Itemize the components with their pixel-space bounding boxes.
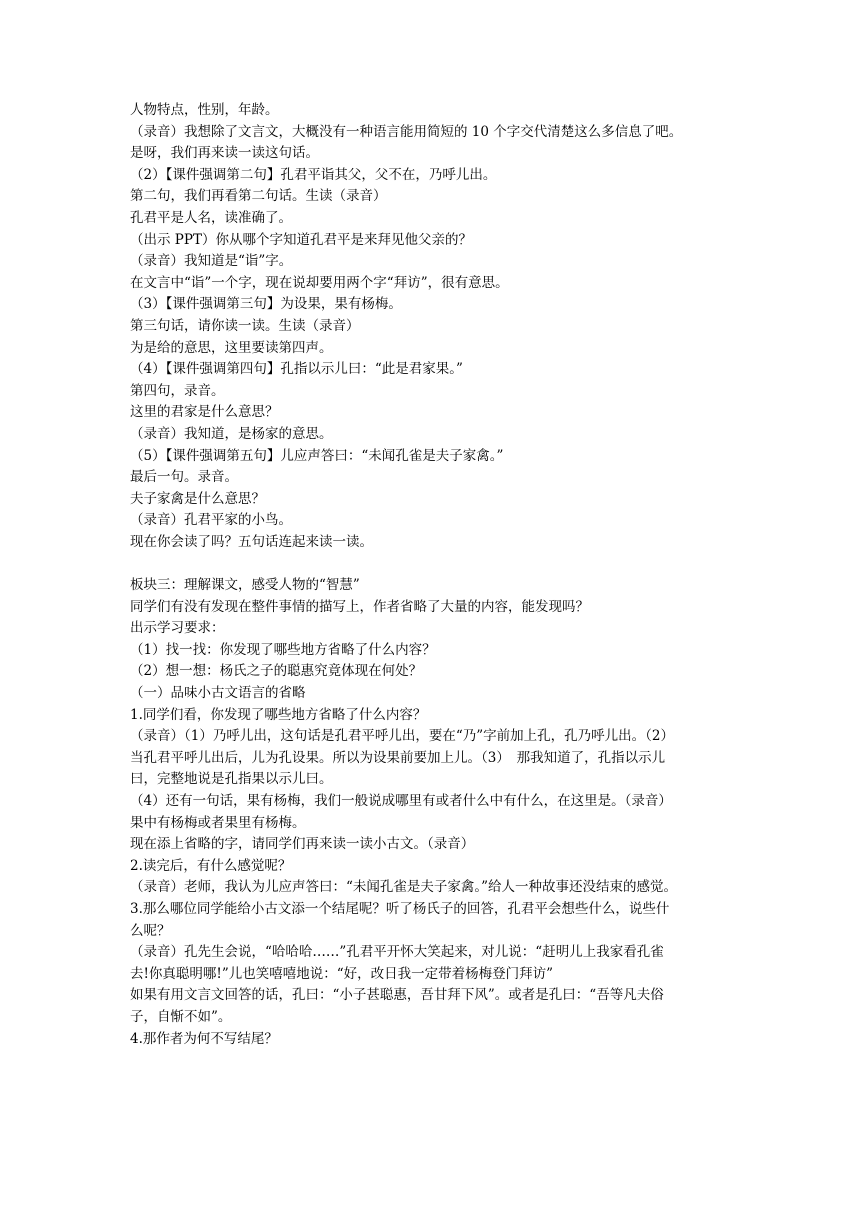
text-line: 当孔君平呼儿出后，儿为孔设果。所以为设果前要加上儿。（3） 那我知道了，孔指以示儿	[130, 749, 666, 766]
text-line: 4.那作者为何不写结尾？	[130, 1030, 278, 1047]
text-line: （录音）老师，我认为儿应声答曰：“未闻孔雀是夫子家禽。”给人一种故事还没结束的感觉。	[130, 879, 678, 896]
text-line: 如果有用文言文回答的话，孔曰：“小子甚聪惠，吾甘拜下风”。或者是孔曰：“吾等凡夫俗	[130, 987, 664, 1004]
text-line: （出示 PPT）你从哪个字知道孔君平是来拜见他父亲的？	[130, 231, 472, 248]
text-line: （一）品味小古文语言的省略	[130, 685, 306, 702]
text-line: （1）找一找：你发现了哪些地方省略了什么内容？	[130, 641, 436, 658]
text-line: （2）【课件强调第二句】孔君平诣其父，父不在，乃呼儿出。	[130, 166, 497, 183]
text-line: 2.读完后，有什么感觉呢？	[130, 857, 292, 874]
text-line: 果中有杨梅或者果里有杨梅。	[130, 814, 306, 831]
text-line: （3）【课件强调第三句】为设果，果有杨梅。	[130, 296, 402, 313]
text-line: 同学们有没有发现在整件事情的描写上，作者省略了大量的内容，能发现吗？	[130, 598, 589, 615]
text-line: 板块三：理解课文，感受人物的“智慧”	[130, 577, 360, 594]
text-line: 去!你真聪明哪!”儿也笑嘻嘻地说：“好，改日我一定带着杨梅登门拜访”	[130, 965, 554, 982]
text-line: 出示学习要求：	[130, 620, 225, 637]
text-line: 第二句，我们再看第二句话。生读（录音）	[130, 188, 387, 205]
text-line: 现在你会读了吗？五句话连起来读一读。	[130, 533, 373, 550]
text-line: （5）【课件强调第五句】儿应声答曰：“未闻孔雀是夫子家禽。”	[130, 447, 504, 464]
text-line: （录音）我知道是“诣”字。	[130, 253, 293, 270]
text-line: 最后一句。录音。	[130, 469, 238, 486]
text-line: （录音）孔君平家的小鸟。	[130, 512, 292, 529]
text-line: 么呢？	[130, 922, 171, 939]
text-line: （录音）我想除了文言文，大概没有一种语言能用简短的 10 个字交代清楚这么多信息了吧。	[130, 123, 683, 140]
text-line: 为是给的意思，这里要读第四声。	[130, 339, 333, 356]
text-line: 3.那么哪位同学能给小古文添一个结尾呢？听了杨氏子的回答，孔君平会想些什么，说些什	[130, 900, 670, 917]
text-line: （2）想一想：杨氏之子的聪惠究竟体现在何处？	[130, 663, 423, 680]
text-line: （4）还有一句话，果有杨梅，我们一般说成哪里有或者什么中有什么，在这里是。（录音）	[130, 793, 672, 809]
text-line: （4）【课件强调第四句】孔指以示儿曰：“此是君家果。”	[130, 361, 463, 378]
text-line: （录音）（1）乃呼儿出，这句话是孔君平呼儿出，要在“乃”字前加上孔，孔乃呼儿出。（2）	[130, 728, 674, 745]
text-line: 第四句，录音。	[130, 382, 225, 399]
text-line: 孔君平是人名，读准确了。	[130, 209, 292, 226]
text-line: 现在添上省略的字，请同学们再来读一读小古文。（录音）	[130, 836, 475, 853]
text-line: （录音）我知道，是杨家的意思。	[130, 425, 333, 442]
text-line: （录音）孔先生会说，“哈哈哈……”孔君平开怀大笑起来，对儿说：“赶明儿上我家看孔雀	[130, 944, 664, 961]
text-line: 夫子家禽是什么意思？	[130, 490, 265, 507]
text-line: 1.同学们看，你发现了哪些地方省略了什么内容？	[130, 706, 427, 723]
document-body	[130, 100, 735, 1050]
text-line: 曰，完整地说是孔指果以示儿曰。	[130, 771, 333, 788]
text-line: 人物特点，性别，年龄。	[130, 102, 279, 118]
text-line: 第三句话，请你读一读。生读（录音）	[130, 317, 360, 334]
text-line: 子，自惭不如”。	[130, 1008, 232, 1025]
text-line: 在文言中“诣”一个字，现在说却要用两个字“拜访”，很有意思。	[130, 274, 509, 291]
text-line: 是呀，我们再来读一读这句话。	[130, 145, 319, 162]
blank-line	[130, 553, 735, 575]
text-line: 这里的君家是什么意思？	[130, 404, 279, 421]
